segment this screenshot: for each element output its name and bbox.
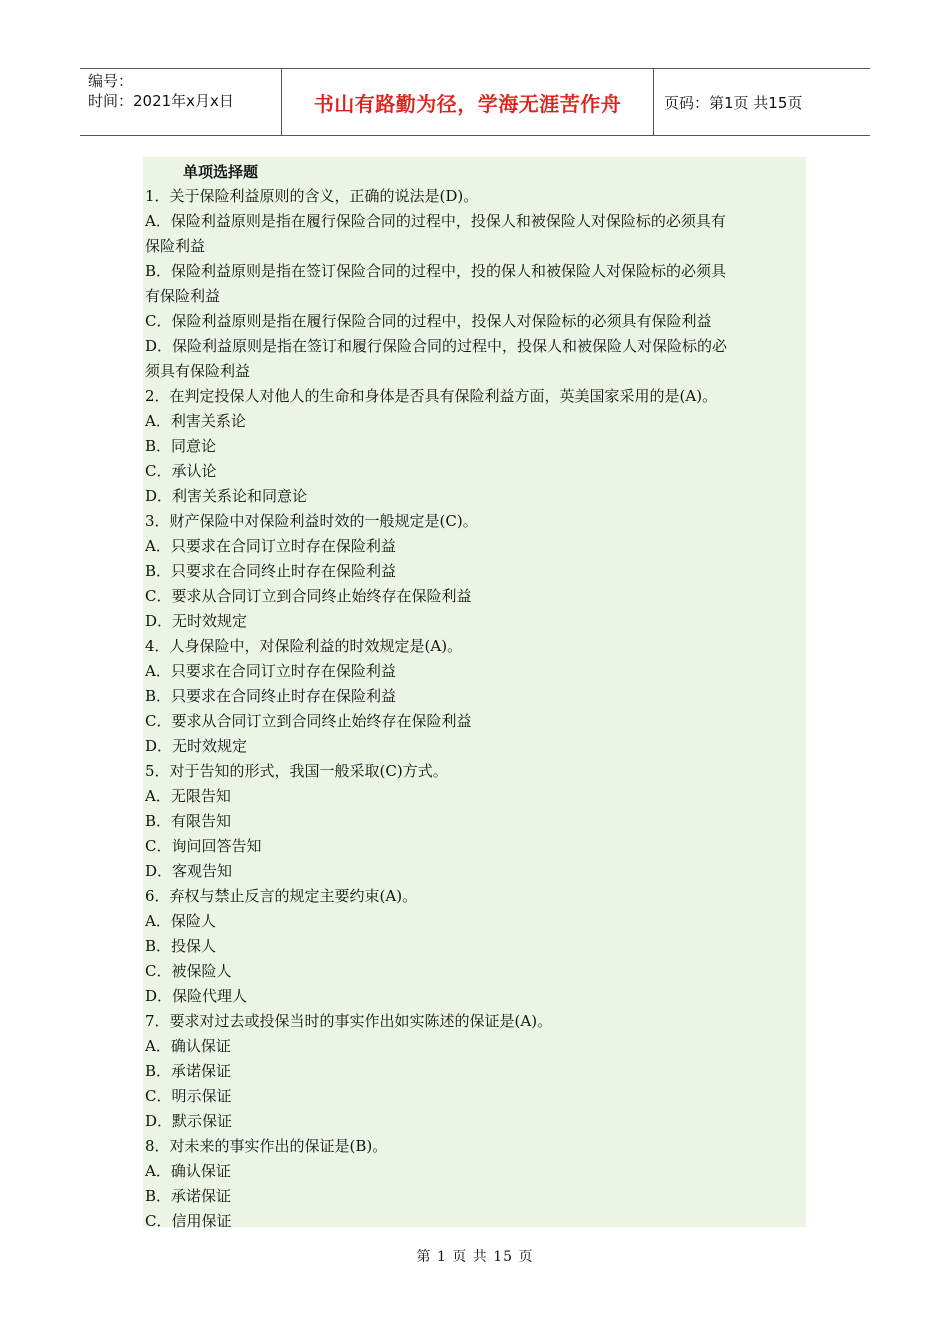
text-line: A．只要求在合同订立时存在保险利益 (145, 537, 396, 555)
text-line: 4．人身保险中，对保险利益的时效规定是(A)。 (145, 637, 463, 655)
text-line: B．有限告知 (145, 812, 232, 830)
text-line: D．客观告知 (145, 862, 233, 880)
text-line: A．确认保证 (145, 1162, 231, 1180)
text-line: B．同意论 (145, 437, 217, 455)
text-line: C．信用保证 (145, 1212, 232, 1230)
text-line: 1．关于保险利益原则的含义，正确的说法是(D)。 (145, 187, 479, 205)
text-line: C．要求从合同订立到合同终止始终存在保险利益 (145, 712, 472, 730)
motto: 书山有路勤为径，学海无涯苦作舟 (313, 91, 622, 116)
text-line: D．无时效规定 (145, 737, 248, 755)
text-line: 保险利益 (145, 237, 206, 255)
header-motto-cell (282, 69, 654, 135)
text-line: D．保险代理人 (145, 987, 248, 1005)
text-line: D．无时效规定 (145, 612, 248, 630)
text-line: A．保险利益原则是指在履行保险合同的过程中，投保人和被保险人对保险标的必须具有 (145, 212, 726, 230)
text-line: C．保险利益原则是指在履行保险合同的过程中，投保人对保险标的必须具有保险利益 (145, 312, 712, 330)
text-line: 8．对未来的事实作出的保证是(B)。 (145, 1137, 388, 1155)
text-line: 7．要求对过去或投保当时的事实作出如实陈述的保证是(A)。 (145, 1012, 553, 1030)
question-lines (145, 184, 800, 1234)
text-line: B．投保人 (145, 937, 217, 955)
page-footer: 第 1 页 共 15 页 (416, 1249, 534, 1265)
header-meta (80, 69, 282, 135)
text-line: 有保险利益 (145, 287, 221, 305)
text-line: 2．在判定投保人对他人的生命和身体是否具有保险利益方面，英美国家采用的是(A)。 (145, 387, 718, 405)
text-line: B．承诺保证 (145, 1062, 232, 1080)
number-label: 编号： (88, 72, 134, 90)
text-line: A．保险人 (145, 912, 216, 930)
text-line: C．要求从合同订立到合同终止始终存在保险利益 (145, 587, 472, 605)
text-line: A．无限告知 (145, 787, 231, 805)
text-line: A．只要求在合同订立时存在保险利益 (145, 662, 396, 680)
text-line: D．保险利益原则是指在签订和履行保险合同的过程中，投保人和被保险人对保险标的必 (145, 337, 728, 355)
question-content (143, 157, 806, 1230)
header-page-info-cell (654, 69, 870, 135)
text-line: 6．弃权与禁止反言的规定主要约束(A)。 (145, 887, 418, 905)
text-line: D．利害关系论和同意论 (145, 487, 308, 505)
text-line: 3．财产保险中对保险利益时效的一般规定是(C)。 (145, 512, 478, 530)
text-line: C．承认论 (145, 462, 217, 480)
text-line: A．利害关系论 (145, 412, 246, 430)
time-label: 时间：2021年x月x日 (88, 92, 234, 110)
text-line: 5．对于告知的形式，我国一般采取(C)方式。 (145, 762, 448, 780)
text-line: C．询问回答告知 (145, 837, 262, 855)
page-header (80, 68, 870, 136)
text-line: B．保险利益原则是指在签订保险合同的过程中，投的保人和被保险人对保险标的必须具 (145, 262, 727, 280)
text-line: 须具有保险利益 (145, 362, 251, 380)
section-title: 单项选择题 (183, 163, 259, 181)
text-line: C．被保险人 (145, 962, 232, 980)
text-line: B．承诺保证 (145, 1187, 232, 1205)
text-line: D．默示保证 (145, 1112, 233, 1130)
text-line: C．明示保证 (145, 1087, 232, 1105)
text-line: B．只要求在合同终止时存在保险利益 (145, 687, 397, 705)
text-line: B．只要求在合同终止时存在保险利益 (145, 562, 397, 580)
text-line: A．确认保证 (145, 1037, 231, 1055)
page-info: 页码：第1页 共15页 (664, 93, 803, 112)
